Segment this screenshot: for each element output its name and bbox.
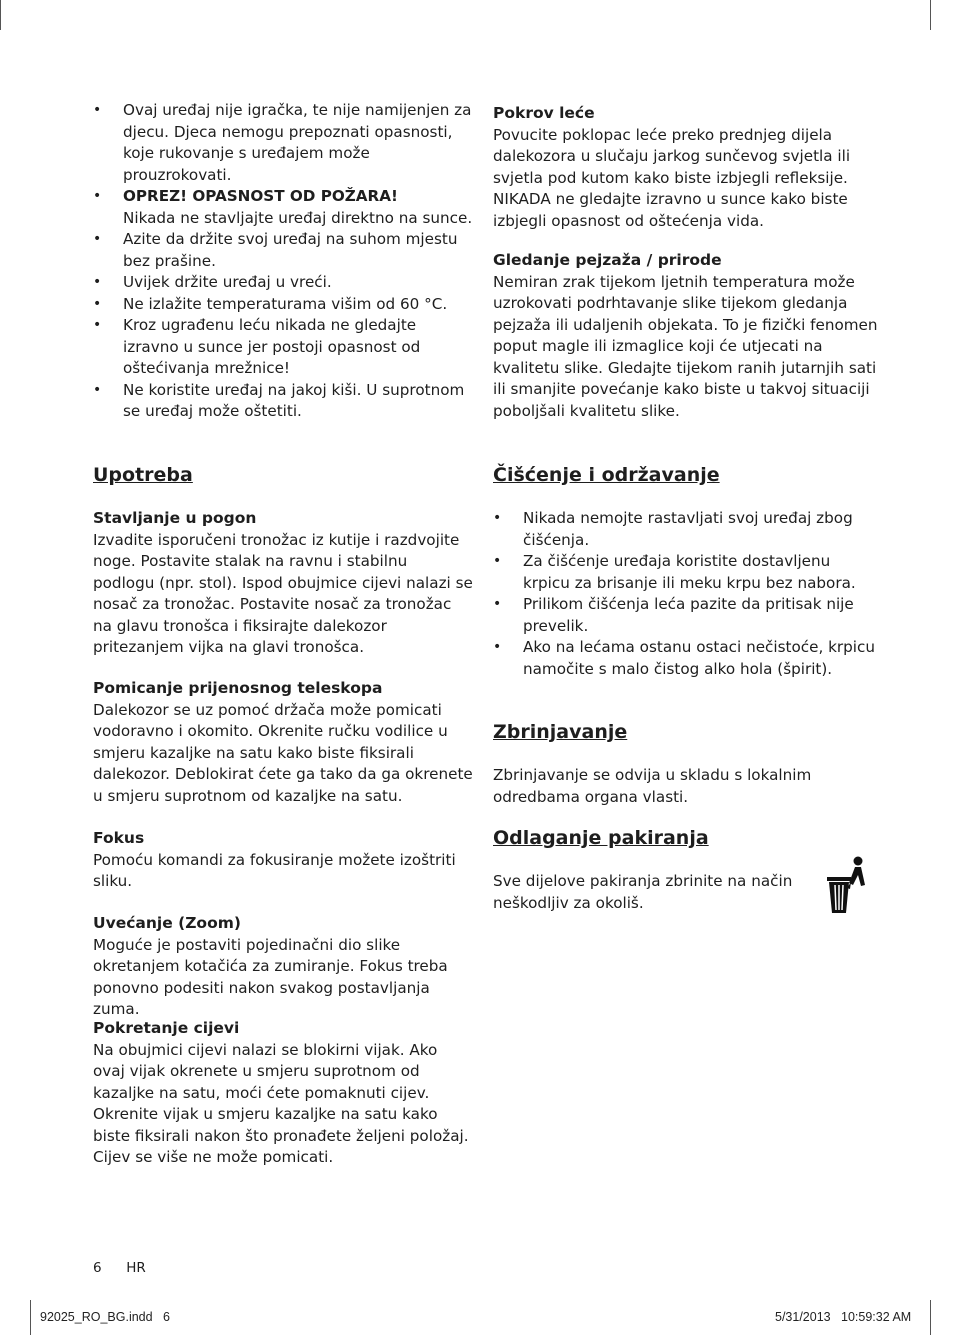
subheading: Pokrov leće — [493, 104, 595, 122]
subheading: Uvećanje (Zoom) — [93, 914, 241, 932]
indd-filename: 92025_RO_BG.indd 6 — [40, 1310, 170, 1324]
page-footer — [93, 1260, 146, 1276]
pejzaz-section — [493, 250, 878, 422]
section-title-odlaganje: Odlaganje pakiranja — [493, 827, 709, 849]
safety-bullet: • OPREZ! OPASNOST OD POŽARA! Nikada ne stavljajte uređaj direktno na sunce. — [93, 186, 473, 229]
crop-mark-bottom-left — [30, 1300, 31, 1335]
subheading: Stavljanje u pogon — [93, 509, 257, 527]
safety-bullet: • Ovaj uređaj nije igračka, te nije namijenjen za djecu. Djeca nemogu prepoznati opasnosti, koje rukovanje s uređajem može prouzrokovati. — [93, 100, 473, 186]
crop-mark-bottom-right — [930, 1300, 931, 1335]
cleaning-bullet: • Nikada nemojte rastavljati svoj uređaj zbog čišćenja. — [493, 508, 878, 551]
safety-bullet: • Uvijek držite uređaj u vreći. — [93, 272, 473, 294]
cleaning-bullet: • Ako na lećama ostanu ostaci nečistoće, krpicu namočite s malo čistog alko hola (špirit). — [493, 637, 878, 680]
cleaning-bullet: • Prilikom čišćenja leća pazite da pritisak nije prevelik. — [493, 594, 878, 637]
paragraph: Nemiran zrak tijekom ljetnih temperatura može uzrokovati podrhtavanje slike tijekom gledanja pejzaža ili udaljenih objekata. To je fizički fenomen poput magle ili izmaglice koji će utjecati na kvalitetu slike. Gledajte tijekom ranih jutarnjih sati ili smanjite povećanje kako biste u takvoj situaciji poboljšali kvalitetu slike. — [493, 272, 878, 420]
fokus-section — [93, 828, 473, 893]
recycle-bin-icon — [825, 855, 870, 915]
crop-mark-top-right — [930, 0, 931, 30]
language-code: HR — [126, 1260, 146, 1276]
paragraph: Moguće je postaviti pojedinačni dio slike okretanjem kotačića za zumiranje. Fokus treba ponovno podesiti nakon svakog postavljanja zuma. — [93, 935, 448, 1018]
crop-mark-top-left — [0, 0, 1, 30]
section-title-upotreba: Upotreba — [93, 464, 193, 486]
page-number: 6 — [93, 1260, 102, 1276]
section-title-zbrinjavanje: Zbrinjavanje — [493, 721, 628, 743]
ciscenje-bullets — [493, 508, 878, 680]
stavljanje-section — [93, 508, 473, 659]
paragraph: Pomoću komandi za fokusiranje možete izoštriti sliku. — [93, 850, 456, 890]
fire-warning: • OPREZ! OPASNOST OD POŽARA! — [123, 187, 398, 205]
subheading: Pokretanje cijevi — [93, 1019, 240, 1037]
pokrov-section — [493, 103, 878, 232]
cleaning-bullet: • Za čišćenje uređaja koristite dostavljenu krpicu za brisanje ili meku krpu bez nabora. — [493, 551, 878, 594]
subheading: Fokus — [93, 829, 145, 847]
subheading: Gledanje pejzaža / prirode — [493, 251, 722, 269]
zoom-section — [93, 913, 473, 1021]
safety-bullet: • Kroz ugrađenu leću nikada ne gledajte izravno u sunce jer postoji opasnost od oštećivanja mrežnice! — [93, 315, 473, 380]
print-timestamp: 5/31/2013 10:59:32 AM — [775, 1310, 912, 1324]
section-title-ciscenje: Čišćenje i održavanje — [493, 464, 720, 486]
paragraph: Povucite poklopac leće preko prednjeg dijela dalekozora u slučaju jarkog sunčevog svjetla ili svjetla pod kutom kako biste izbjegli refleksije. NIKADA ne gledajte izravno u sunce kako biste izbjegli opasnost od oštećenja vida. — [493, 125, 851, 230]
safety-bullet: • Ne koristite uređaj na jakoj kiši. U suprotnom se uređaj može oštetiti. — [93, 380, 473, 423]
safety-bullets — [93, 100, 473, 423]
pomicanje-section — [93, 678, 473, 807]
paragraph: Izvadite isporučeni tronožac iz kutije i razdvojite noge. Postavite stalak na ravnu i stabilnu podlogu (npr. stol). Ispod obujmice cijevi nalazi se nosač za tronožac. Postavite nosač za tronožac na glavu tronošca i fiksirajte dalekozor pritezanjem vijka na glavi tronošca. — [93, 530, 473, 656]
paragraph: Zbrinjavanje se odvija u skladu s lokalnim odredbama organa vlasti. — [493, 766, 812, 806]
safety-bullet: • Ne izlažite temperaturama višim od 60 °C. — [93, 294, 473, 316]
safety-bullet: • Azite da držite svoj uređaj na suhom mjestu bez prašine. — [93, 229, 473, 272]
paragraph: Na obujmici cijevi nalazi se blokirni vijak. Ako ovaj vijak okrenete u smjeru suprotnom od kazaljke na satu, moći ćete pomaknuti cijev. Okrenite vijak u smjeru kazaljke na satu kako biste fiksirali nakon što pronađete željeni položaj. Cijev se više ne može pomicati. — [93, 1040, 469, 1166]
subheading: Pomicanje prijenosnog teleskopa — [93, 679, 383, 697]
paragraph: Sve dijelove pakiranja zbrinite na način neškodljiv za okoliš. — [493, 872, 793, 912]
paragraph: Dalekozor se uz pomoć držača može pomicati vodoravno i okomito. Okrenite ručku vodilice u smjeru kazaljke na satu kako biste fiksirali dalekozor. Deblokirat ćete ga tako da ga okrenete u smjeru suprotnom od kazaljke na satu. — [93, 700, 473, 805]
pokretanje-section — [93, 1018, 473, 1169]
